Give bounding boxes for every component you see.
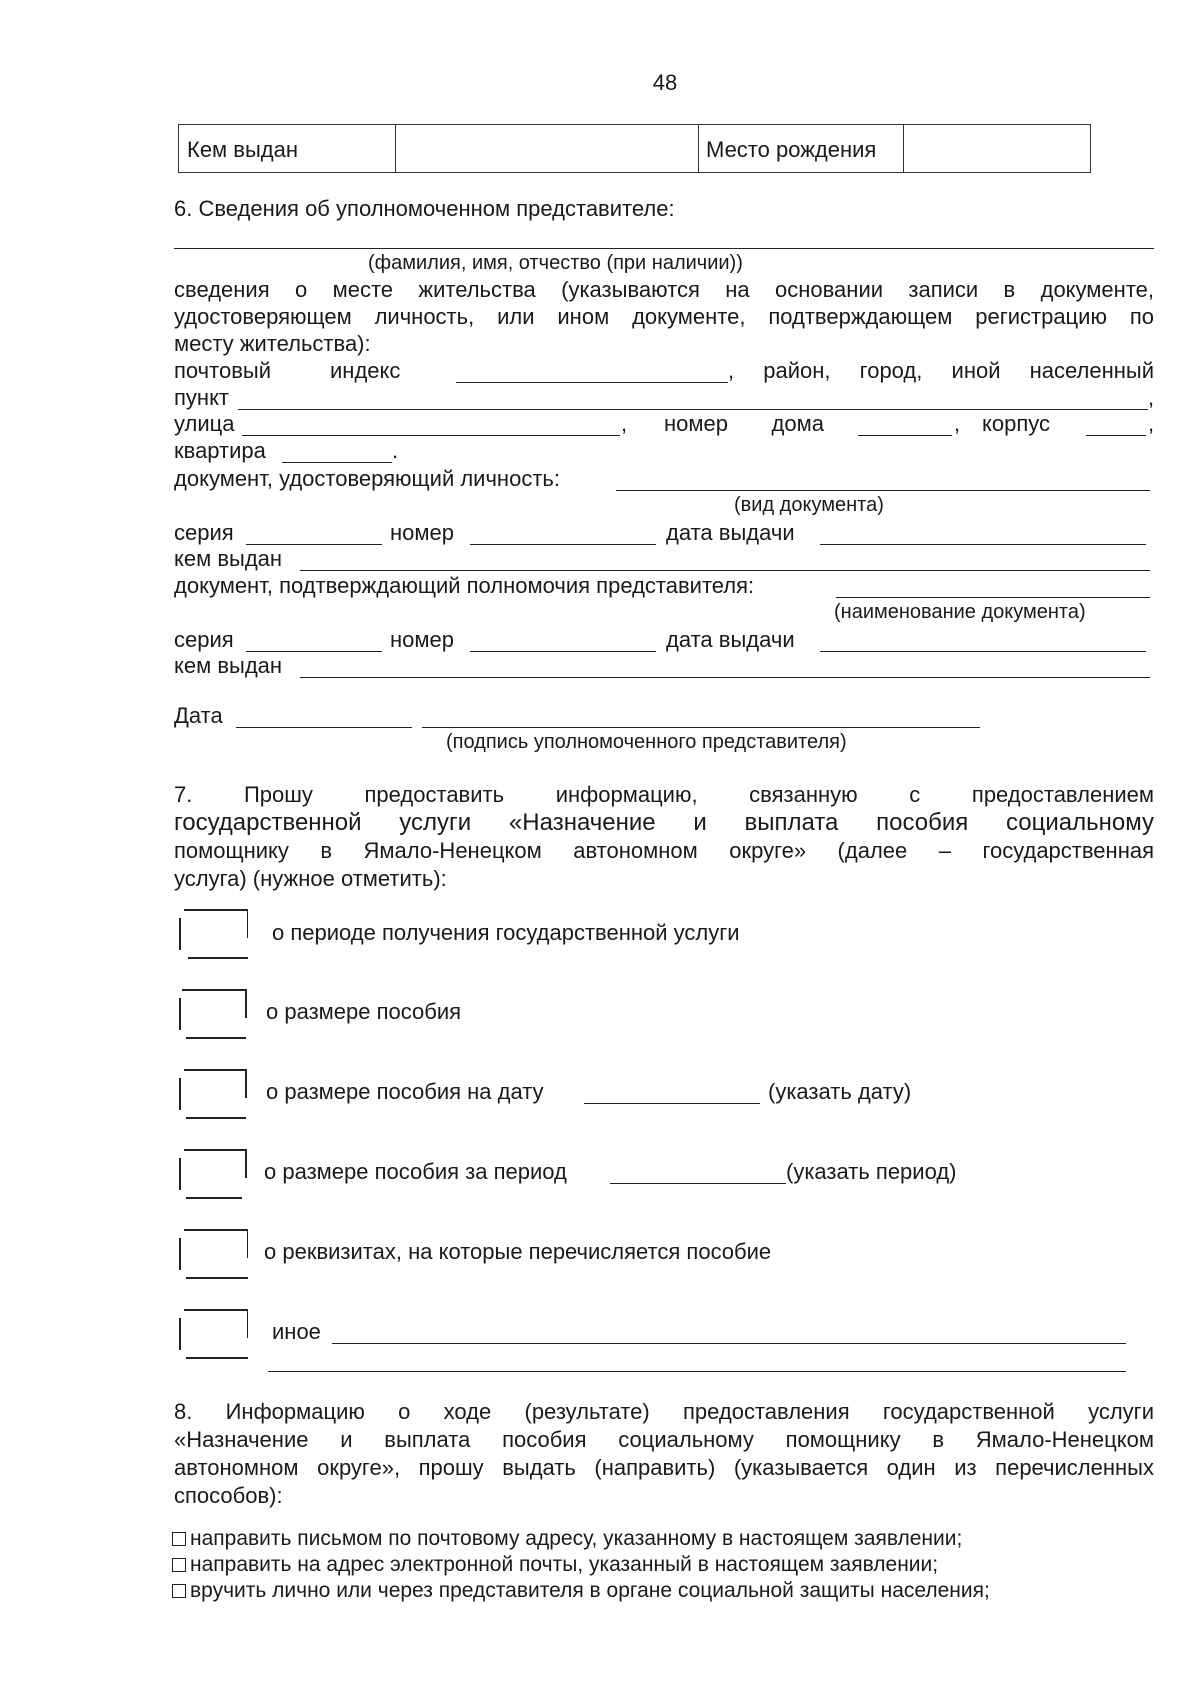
section6-title: 6. Сведения об уполномоченном представителе: [174, 196, 675, 221]
representative-name-field[interactable] [174, 248, 1154, 249]
option-period-field[interactable] [610, 1183, 786, 1184]
id-doc-hint: (вид документа) [734, 494, 884, 516]
section7-line-2: государственной услуги «Назначение и выплата пособия социальному [174, 809, 1154, 836]
authority-series-field[interactable] [246, 651, 382, 652]
house-label: номер дома [664, 411, 824, 436]
locality-label: пункт [174, 385, 230, 410]
option-other-checkbox[interactable] [176, 1308, 248, 1360]
option-requisites-label: о реквизитах, на которые перечисляется пособие [264, 1239, 772, 1264]
authority-issue-date-field[interactable] [820, 651, 1146, 652]
number-label: номер [390, 520, 454, 545]
option-other-field-2[interactable] [268, 1371, 1126, 1372]
authority-doc-hint: (наименование документа) [834, 601, 1086, 623]
delivery-email-label: направить на адрес электронной почты, указанный в настоящем заявлении; [190, 1553, 939, 1576]
id-doc-label: документ, удостоверяющий личность: [174, 466, 560, 491]
signature-field[interactable] [422, 727, 980, 728]
district-text: , район, город, иной населенный [728, 358, 1154, 383]
page-number: 48 [652, 70, 678, 95]
option-amount-period-label: о размере пособия за период [264, 1159, 567, 1184]
option-amount-date-label: о размере пособия на дату [266, 1079, 544, 1104]
id-details-table [178, 124, 1091, 173]
representative-name-hint: (фамилия, имя, отчество (при наличии)) [368, 252, 743, 274]
section8-text [174, 1398, 1154, 1510]
delivery-choice-in-person[interactable] [172, 1579, 990, 1603]
option-other-label: иное [272, 1319, 321, 1344]
id-issued-by-field[interactable] [300, 570, 1150, 571]
delivery-choice-mail[interactable] [172, 1527, 962, 1551]
section7-text [174, 781, 1154, 893]
section7-line-4: услуга) (нужное отметить): [174, 866, 447, 891]
delivery-email-checkbox[interactable] [172, 1558, 186, 1572]
postal-label: почтовый [174, 358, 271, 383]
issued-by-field[interactable] [395, 125, 698, 172]
residence-line-3: месту жительства): [174, 331, 371, 356]
delivery-in-person-label: вручить лично или через представителя в органе социальной защиты населения; [190, 1579, 990, 1602]
id-doc-field[interactable] [616, 490, 1150, 491]
issued-by-label-3: кем выдан [174, 653, 283, 678]
delivery-in-person-checkbox[interactable] [172, 1584, 186, 1598]
street-label: улица [174, 411, 235, 436]
index-label: индекс [330, 358, 401, 383]
birthplace-label: Место рождения [706, 137, 877, 162]
id-series-field[interactable] [246, 544, 382, 545]
option-amount-checkbox[interactable] [176, 988, 248, 1040]
option-amount-date-checkbox[interactable] [176, 1068, 248, 1120]
option-amount-label: о размере пособия [266, 999, 462, 1024]
id-issue-date-field[interactable] [820, 544, 1146, 545]
postal-index-field[interactable] [456, 382, 728, 383]
building-label: корпус [982, 411, 1051, 436]
option-period-label: о периоде получения государственной услуги [272, 920, 740, 945]
signature-hint: (подпись уполномоченного представителя) [446, 731, 847, 753]
option-other-field[interactable] [332, 1343, 1126, 1344]
delivery-mail-label: направить письмом по почтовому адресу, указанному в настоящем заявлении; [190, 1527, 963, 1550]
apartment-field[interactable] [282, 462, 392, 463]
option-period-hint: (указать период) [786, 1159, 957, 1184]
issue-date-label-2: дата выдачи [666, 627, 795, 652]
section8-line-3: автономном округе», прошу выдать (направить) (указывается один из перечисленных [174, 1455, 1154, 1480]
authority-doc-label: документ, подтверждающий полномочия представителя: [174, 573, 755, 598]
birthplace-field[interactable] [903, 125, 1089, 172]
authority-issued-by-field[interactable] [300, 677, 1150, 678]
option-requisites-checkbox[interactable] [176, 1228, 248, 1280]
issue-date-label: дата выдачи [666, 520, 795, 545]
locality-field[interactable] [238, 409, 1148, 410]
section8-line-2: «Назначение и выплата пособия социальному помощнику в Ямало-Ненецком [174, 1427, 1154, 1452]
building-field[interactable] [1086, 435, 1146, 436]
option-date-hint: (указать дату) [768, 1079, 912, 1104]
section8-line-4: способов): [174, 1483, 283, 1508]
option-date-field[interactable] [584, 1103, 760, 1104]
section8-line-1: 8. Информацию о ходе (результате) предоставления государственной услуги [174, 1399, 1154, 1424]
date-field[interactable] [236, 727, 412, 728]
residence-line-2: удостоверяющем личность, или ином документе, подтверждающем регистрацию по [174, 304, 1154, 329]
series-label: серия [174, 520, 234, 545]
delivery-choice-email[interactable] [172, 1553, 938, 1577]
street-field[interactable] [242, 435, 620, 436]
option-period-checkbox[interactable] [176, 908, 248, 960]
section7-line-1: 7. Прошу предоставить информацию, связанную с предоставлением [174, 782, 1154, 807]
apartment-label: квартира [174, 438, 266, 463]
authority-number-field[interactable] [470, 651, 656, 652]
authority-doc-field[interactable] [836, 597, 1150, 598]
issued-by-label: Кем выдан [187, 137, 299, 162]
option-amount-period-checkbox[interactable] [176, 1148, 248, 1200]
house-field[interactable] [858, 435, 952, 436]
id-number-field[interactable] [470, 544, 656, 545]
series-label-2: серия [174, 627, 234, 652]
date-label: Дата [174, 703, 223, 728]
delivery-mail-checkbox[interactable] [172, 1532, 186, 1546]
number-label-2: номер [390, 627, 454, 652]
residence-line-1: сведения о месте жительства (указываются на основании записи в документе, [174, 277, 1154, 302]
issued-by-label-2: кем выдан [174, 546, 283, 571]
section7-line-3: помощнику в Ямало-Ненецком автономном округе» (далее – государственная [174, 838, 1154, 863]
